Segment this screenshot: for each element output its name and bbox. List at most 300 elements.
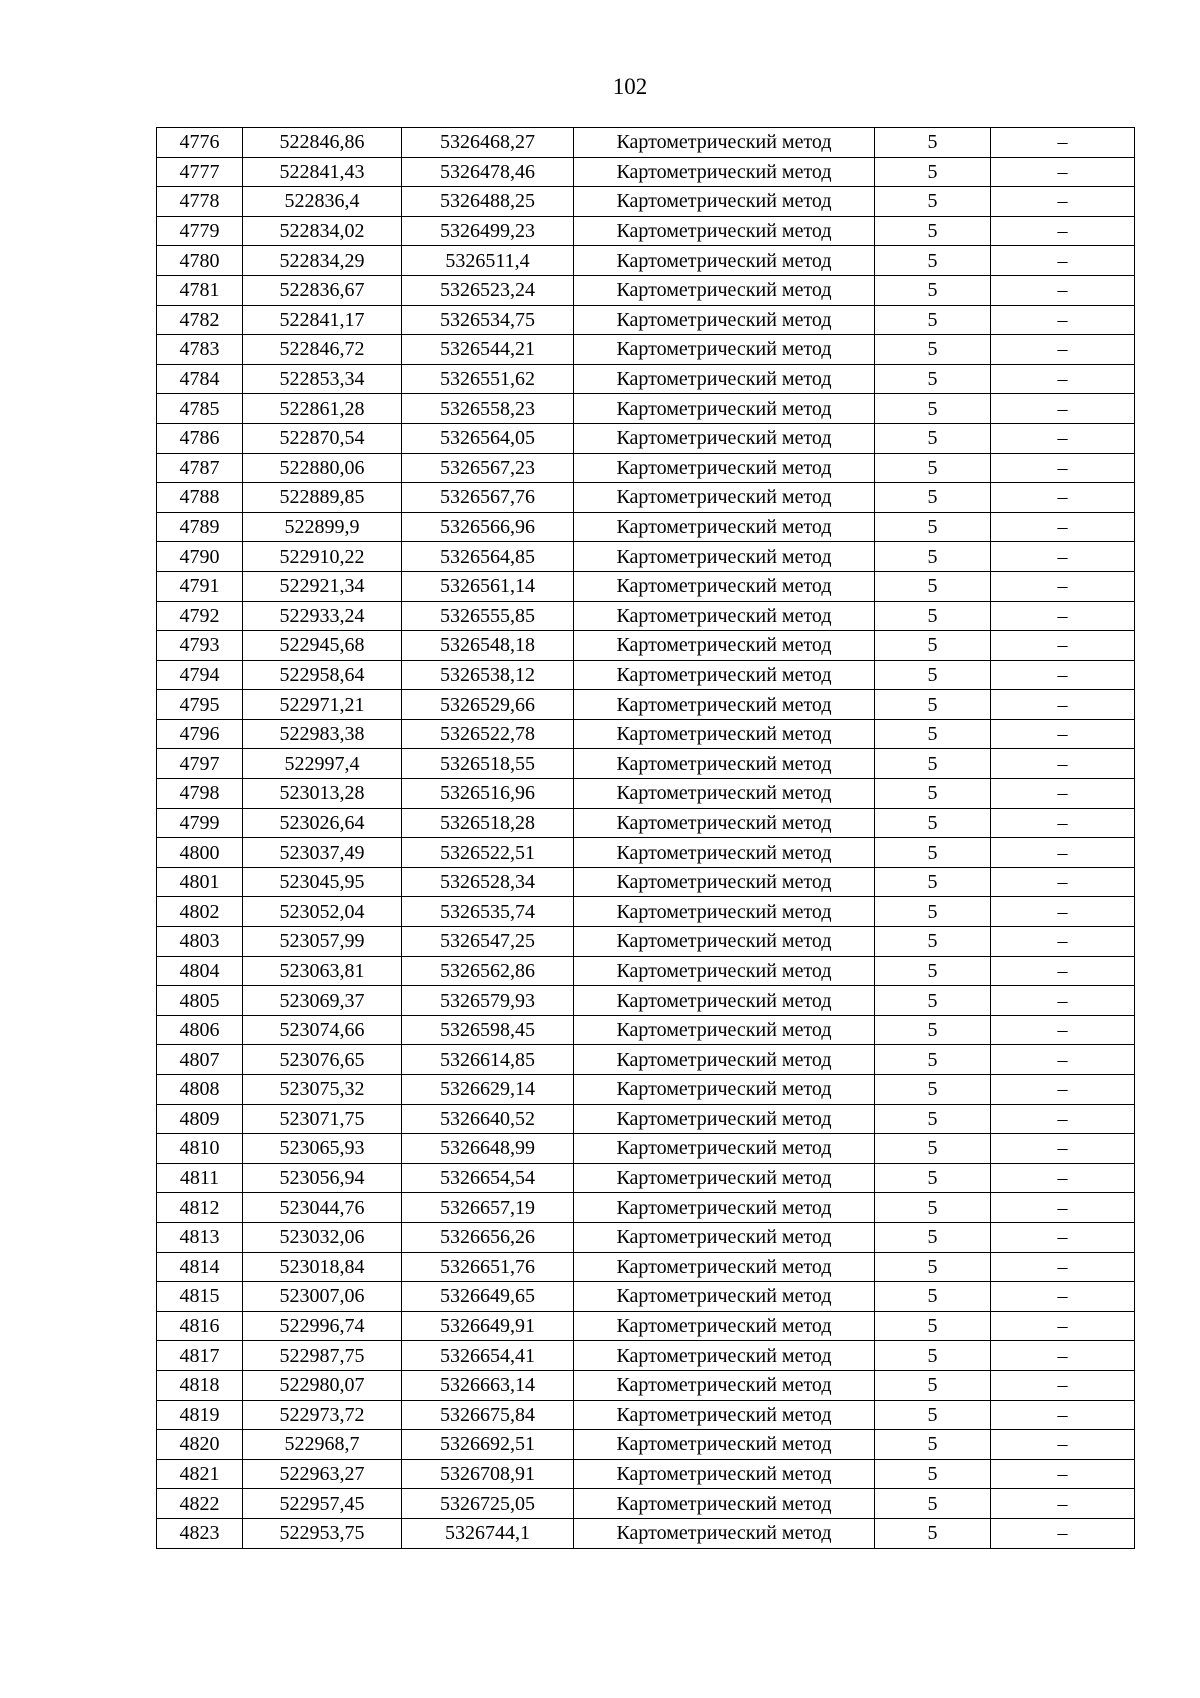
precision-cell: 5 [875, 1341, 991, 1371]
method-cell: Картометрический метод [574, 1252, 875, 1282]
point-number-cell: 4809 [157, 1104, 243, 1134]
precision-cell: 5 [875, 1163, 991, 1193]
method-cell: Картометрический метод [574, 1430, 875, 1460]
description-cell: – [991, 571, 1135, 601]
x-coordinate-cell: 522834,02 [243, 216, 402, 246]
precision-cell: 5 [875, 187, 991, 217]
precision-cell: 5 [875, 779, 991, 809]
description-cell: – [991, 838, 1135, 868]
table-row [157, 1489, 1135, 1519]
table-row [157, 601, 1135, 631]
y-coordinate-cell: 5326499,23 [402, 216, 574, 246]
x-coordinate-cell: 522945,68 [243, 631, 402, 661]
table-row [157, 660, 1135, 690]
method-cell: Картометрический метод [574, 897, 875, 927]
point-number-cell: 4811 [157, 1163, 243, 1193]
point-number-cell: 4795 [157, 690, 243, 720]
precision-cell: 5 [875, 749, 991, 779]
table-row [157, 1282, 1135, 1312]
method-cell: Картометрический метод [574, 1370, 875, 1400]
description-cell: – [991, 779, 1135, 809]
table-row [157, 305, 1135, 335]
method-cell: Картометрический метод [574, 542, 875, 572]
method-cell: Картометрический метод [574, 1193, 875, 1223]
point-number-cell: 4790 [157, 542, 243, 572]
y-coordinate-cell: 5326534,75 [402, 305, 574, 335]
description-cell: – [991, 927, 1135, 957]
y-coordinate-cell: 5326468,27 [402, 128, 574, 158]
precision-cell: 5 [875, 275, 991, 305]
y-coordinate-cell: 5326654,54 [402, 1163, 574, 1193]
method-cell: Картометрический метод [574, 1163, 875, 1193]
y-coordinate-cell: 5326548,18 [402, 631, 574, 661]
point-number-cell: 4797 [157, 749, 243, 779]
description-cell: – [991, 897, 1135, 927]
description-cell: – [991, 187, 1135, 217]
x-coordinate-cell: 522910,22 [243, 542, 402, 572]
point-number-cell: 4812 [157, 1193, 243, 1223]
method-cell: Картометрический метод [574, 275, 875, 305]
y-coordinate-cell: 5326708,91 [402, 1459, 574, 1489]
precision-cell: 5 [875, 927, 991, 957]
table-row [157, 216, 1135, 246]
point-number-cell: 4818 [157, 1370, 243, 1400]
precision-cell: 5 [875, 394, 991, 424]
x-coordinate-cell: 522996,74 [243, 1311, 402, 1341]
x-coordinate-cell: 523044,76 [243, 1193, 402, 1223]
description-cell: – [991, 1341, 1135, 1371]
table-row [157, 394, 1135, 424]
y-coordinate-cell: 5326640,52 [402, 1104, 574, 1134]
y-coordinate-cell: 5326598,45 [402, 1015, 574, 1045]
point-number-cell: 4793 [157, 631, 243, 661]
description-cell: – [991, 275, 1135, 305]
table-row [157, 128, 1135, 158]
precision-cell: 5 [875, 1370, 991, 1400]
table-row [157, 571, 1135, 601]
table-row [157, 749, 1135, 779]
precision-cell: 5 [875, 1134, 991, 1164]
table-row [157, 838, 1135, 868]
table-row [157, 956, 1135, 986]
y-coordinate-cell: 5326518,28 [402, 808, 574, 838]
y-coordinate-cell: 5326725,05 [402, 1489, 574, 1519]
x-coordinate-cell: 522870,54 [243, 423, 402, 453]
table-row [157, 1045, 1135, 1075]
method-cell: Картометрический метод [574, 838, 875, 868]
point-number-cell: 4791 [157, 571, 243, 601]
description-cell: – [991, 1163, 1135, 1193]
x-coordinate-cell: 522957,45 [243, 1489, 402, 1519]
point-number-cell: 4780 [157, 246, 243, 276]
description-cell: – [991, 364, 1135, 394]
table-row [157, 187, 1135, 217]
point-number-cell: 4802 [157, 897, 243, 927]
method-cell: Картометрический метод [574, 1104, 875, 1134]
table-row [157, 690, 1135, 720]
point-number-cell: 4808 [157, 1075, 243, 1105]
method-cell: Картометрический метод [574, 1045, 875, 1075]
method-cell: Картометрический метод [574, 1459, 875, 1489]
table-row [157, 423, 1135, 453]
table-row [157, 1222, 1135, 1252]
x-coordinate-cell: 522841,43 [243, 157, 402, 187]
description-cell: – [991, 749, 1135, 779]
point-number-cell: 4820 [157, 1430, 243, 1460]
x-coordinate-cell: 522899,9 [243, 512, 402, 542]
method-cell: Картометрический метод [574, 1518, 875, 1548]
precision-cell: 5 [875, 246, 991, 276]
precision-cell: 5 [875, 364, 991, 394]
y-coordinate-cell: 5326564,05 [402, 423, 574, 453]
y-coordinate-cell: 5326551,62 [402, 364, 574, 394]
description-cell: – [991, 1134, 1135, 1164]
coordinates-table [156, 127, 1135, 1549]
point-number-cell: 4799 [157, 808, 243, 838]
method-cell: Картометрический метод [574, 808, 875, 838]
precision-cell: 5 [875, 867, 991, 897]
description-cell: – [991, 512, 1135, 542]
point-number-cell: 4783 [157, 335, 243, 365]
x-coordinate-cell: 523065,93 [243, 1134, 402, 1164]
x-coordinate-cell: 522921,34 [243, 571, 402, 601]
x-coordinate-cell: 523057,99 [243, 927, 402, 957]
point-number-cell: 4788 [157, 483, 243, 513]
point-number-cell: 4823 [157, 1518, 243, 1548]
x-coordinate-cell: 522889,85 [243, 483, 402, 513]
table-row [157, 1430, 1135, 1460]
x-coordinate-cell: 522853,34 [243, 364, 402, 394]
table-row [157, 986, 1135, 1016]
table-row [157, 867, 1135, 897]
x-coordinate-cell: 522841,17 [243, 305, 402, 335]
description-cell: – [991, 335, 1135, 365]
x-coordinate-cell: 523074,66 [243, 1015, 402, 1045]
point-number-cell: 4794 [157, 660, 243, 690]
method-cell: Картометрический метод [574, 749, 875, 779]
y-coordinate-cell: 5326567,23 [402, 453, 574, 483]
description-cell: – [991, 631, 1135, 661]
description-cell: – [991, 1104, 1135, 1134]
x-coordinate-cell: 523076,65 [243, 1045, 402, 1075]
method-cell: Картометрический метод [574, 927, 875, 957]
description-cell: – [991, 956, 1135, 986]
y-coordinate-cell: 5326579,93 [402, 986, 574, 1016]
precision-cell: 5 [875, 1489, 991, 1519]
x-coordinate-cell: 522880,06 [243, 453, 402, 483]
method-cell: Картометрический метод [574, 1311, 875, 1341]
method-cell: Картометрический метод [574, 660, 875, 690]
precision-cell: 5 [875, 571, 991, 601]
point-number-cell: 4806 [157, 1015, 243, 1045]
point-number-cell: 4781 [157, 275, 243, 305]
precision-cell: 5 [875, 1193, 991, 1223]
x-coordinate-cell: 523018,84 [243, 1252, 402, 1282]
table-row [157, 335, 1135, 365]
description-cell: – [991, 246, 1135, 276]
table-row [157, 1311, 1135, 1341]
table-row [157, 631, 1135, 661]
y-coordinate-cell: 5326511,4 [402, 246, 574, 276]
method-cell: Картометрический метод [574, 690, 875, 720]
method-cell: Картометрический метод [574, 394, 875, 424]
point-number-cell: 4777 [157, 157, 243, 187]
x-coordinate-cell: 523037,49 [243, 838, 402, 868]
precision-cell: 5 [875, 512, 991, 542]
precision-cell: 5 [875, 1222, 991, 1252]
point-number-cell: 4787 [157, 453, 243, 483]
description-cell: – [991, 1489, 1135, 1519]
point-number-cell: 4798 [157, 779, 243, 809]
description-cell: – [991, 483, 1135, 513]
description-cell: – [991, 305, 1135, 335]
description-cell: – [991, 216, 1135, 246]
precision-cell: 5 [875, 1104, 991, 1134]
precision-cell: 5 [875, 956, 991, 986]
x-coordinate-cell: 523032,06 [243, 1222, 402, 1252]
y-coordinate-cell: 5326518,55 [402, 749, 574, 779]
method-cell: Картометрический метод [574, 483, 875, 513]
y-coordinate-cell: 5326561,14 [402, 571, 574, 601]
y-coordinate-cell: 5326516,96 [402, 779, 574, 809]
description-cell: – [991, 1045, 1135, 1075]
precision-cell: 5 [875, 1459, 991, 1489]
x-coordinate-cell: 522958,64 [243, 660, 402, 690]
description-cell: – [991, 1370, 1135, 1400]
method-cell: Картометрический метод [574, 631, 875, 661]
description-cell: – [991, 128, 1135, 158]
description-cell: – [991, 1015, 1135, 1045]
method-cell: Картометрический метод [574, 779, 875, 809]
y-coordinate-cell: 5326562,86 [402, 956, 574, 986]
description-cell: – [991, 690, 1135, 720]
x-coordinate-cell: 522968,7 [243, 1430, 402, 1460]
precision-cell: 5 [875, 631, 991, 661]
method-cell: Картометрический метод [574, 1075, 875, 1105]
y-coordinate-cell: 5326744,1 [402, 1518, 574, 1548]
point-number-cell: 4785 [157, 394, 243, 424]
method-cell: Картометрический метод [574, 956, 875, 986]
precision-cell: 5 [875, 1518, 991, 1548]
precision-cell: 5 [875, 1252, 991, 1282]
table-row [157, 1015, 1135, 1045]
table-row [157, 1400, 1135, 1430]
y-coordinate-cell: 5326555,85 [402, 601, 574, 631]
x-coordinate-cell: 522983,38 [243, 719, 402, 749]
x-coordinate-cell: 522846,72 [243, 335, 402, 365]
y-coordinate-cell: 5326522,78 [402, 719, 574, 749]
point-number-cell: 4807 [157, 1045, 243, 1075]
y-coordinate-cell: 5326523,24 [402, 275, 574, 305]
description-cell: – [991, 423, 1135, 453]
table-row [157, 1341, 1135, 1371]
method-cell: Картометрический метод [574, 867, 875, 897]
x-coordinate-cell: 522861,28 [243, 394, 402, 424]
description-cell: – [991, 1282, 1135, 1312]
table-row [157, 927, 1135, 957]
method-cell: Картометрический метод [574, 246, 875, 276]
x-coordinate-cell: 522933,24 [243, 601, 402, 631]
y-coordinate-cell: 5326529,66 [402, 690, 574, 720]
precision-cell: 5 [875, 1311, 991, 1341]
point-number-cell: 4801 [157, 867, 243, 897]
y-coordinate-cell: 5326488,25 [402, 187, 574, 217]
y-coordinate-cell: 5326528,34 [402, 867, 574, 897]
table-row [157, 512, 1135, 542]
precision-cell: 5 [875, 1282, 991, 1312]
method-cell: Картометрический метод [574, 364, 875, 394]
table-row [157, 1370, 1135, 1400]
description-cell: – [991, 157, 1135, 187]
table-row [157, 1193, 1135, 1223]
y-coordinate-cell: 5326566,96 [402, 512, 574, 542]
point-number-cell: 4813 [157, 1222, 243, 1252]
precision-cell: 5 [875, 1400, 991, 1430]
page-number: 102 [612, 74, 648, 99]
table-row [157, 453, 1135, 483]
y-coordinate-cell: 5326663,14 [402, 1370, 574, 1400]
point-number-cell: 4803 [157, 927, 243, 957]
point-number-cell: 4805 [157, 986, 243, 1016]
x-coordinate-cell: 522834,29 [243, 246, 402, 276]
y-coordinate-cell: 5326656,26 [402, 1222, 574, 1252]
precision-cell: 5 [875, 601, 991, 631]
description-cell: – [991, 986, 1135, 1016]
table-row [157, 1075, 1135, 1105]
table-row [157, 1163, 1135, 1193]
method-cell: Картометрический метод [574, 187, 875, 217]
description-cell: – [991, 1311, 1135, 1341]
precision-cell: 5 [875, 1430, 991, 1460]
point-number-cell: 4800 [157, 838, 243, 868]
x-coordinate-cell: 523069,37 [243, 986, 402, 1016]
table-row [157, 275, 1135, 305]
y-coordinate-cell: 5326648,99 [402, 1134, 574, 1164]
table-row [157, 808, 1135, 838]
point-number-cell: 4784 [157, 364, 243, 394]
method-cell: Картометрический метод [574, 453, 875, 483]
precision-cell: 5 [875, 838, 991, 868]
x-coordinate-cell: 523056,94 [243, 1163, 402, 1193]
method-cell: Картометрический метод [574, 335, 875, 365]
y-coordinate-cell: 5326544,21 [402, 335, 574, 365]
description-cell: – [991, 1222, 1135, 1252]
description-cell: – [991, 867, 1135, 897]
x-coordinate-cell: 522836,67 [243, 275, 402, 305]
x-coordinate-cell: 522846,86 [243, 128, 402, 158]
precision-cell: 5 [875, 483, 991, 513]
method-cell: Картометрический метод [574, 1489, 875, 1519]
method-cell: Картометрический метод [574, 719, 875, 749]
point-number-cell: 4782 [157, 305, 243, 335]
x-coordinate-cell: 523075,32 [243, 1075, 402, 1105]
point-number-cell: 4819 [157, 1400, 243, 1430]
table-row [157, 157, 1135, 187]
precision-cell: 5 [875, 335, 991, 365]
method-cell: Картометрический метод [574, 986, 875, 1016]
point-number-cell: 4810 [157, 1134, 243, 1164]
description-cell: – [991, 1518, 1135, 1548]
method-cell: Картометрический метод [574, 216, 875, 246]
x-coordinate-cell: 523052,04 [243, 897, 402, 927]
precision-cell: 5 [875, 719, 991, 749]
precision-cell: 5 [875, 660, 991, 690]
point-number-cell: 4814 [157, 1252, 243, 1282]
y-coordinate-cell: 5326535,74 [402, 897, 574, 927]
x-coordinate-cell: 522973,72 [243, 1400, 402, 1430]
y-coordinate-cell: 5326649,91 [402, 1311, 574, 1341]
description-cell: – [991, 1459, 1135, 1489]
point-number-cell: 4792 [157, 601, 243, 631]
y-coordinate-cell: 5326538,12 [402, 660, 574, 690]
description-cell: – [991, 808, 1135, 838]
precision-cell: 5 [875, 157, 991, 187]
precision-cell: 5 [875, 216, 991, 246]
method-cell: Картометрический метод [574, 1341, 875, 1371]
point-number-cell: 4779 [157, 216, 243, 246]
y-coordinate-cell: 5326629,14 [402, 1075, 574, 1105]
method-cell: Картометрический метод [574, 128, 875, 158]
y-coordinate-cell: 5326478,46 [402, 157, 574, 187]
coordinates-table-body [157, 128, 1135, 1549]
table-row [157, 779, 1135, 809]
description-cell: – [991, 1252, 1135, 1282]
table-row [157, 719, 1135, 749]
method-cell: Картометрический метод [574, 305, 875, 335]
precision-cell: 5 [875, 1045, 991, 1075]
description-cell: – [991, 1400, 1135, 1430]
method-cell: Картометрический метод [574, 601, 875, 631]
table-row [157, 542, 1135, 572]
point-number-cell: 4778 [157, 187, 243, 217]
y-coordinate-cell: 5326692,51 [402, 1430, 574, 1460]
precision-cell: 5 [875, 986, 991, 1016]
method-cell: Картометрический метод [574, 157, 875, 187]
x-coordinate-cell: 522987,75 [243, 1341, 402, 1371]
description-cell: – [991, 542, 1135, 572]
precision-cell: 5 [875, 808, 991, 838]
method-cell: Картометрический метод [574, 512, 875, 542]
method-cell: Картометрический метод [574, 1134, 875, 1164]
point-number-cell: 4804 [157, 956, 243, 986]
x-coordinate-cell: 522963,27 [243, 1459, 402, 1489]
table-row [157, 1104, 1135, 1134]
precision-cell: 5 [875, 542, 991, 572]
point-number-cell: 4821 [157, 1459, 243, 1489]
point-number-cell: 4815 [157, 1282, 243, 1312]
precision-cell: 5 [875, 690, 991, 720]
description-cell: – [991, 660, 1135, 690]
precision-cell: 5 [875, 305, 991, 335]
table-row [157, 1518, 1135, 1548]
method-cell: Картометрический метод [574, 1222, 875, 1252]
precision-cell: 5 [875, 128, 991, 158]
y-coordinate-cell: 5326567,76 [402, 483, 574, 513]
x-coordinate-cell: 522980,07 [243, 1370, 402, 1400]
method-cell: Картометрический метод [574, 423, 875, 453]
precision-cell: 5 [875, 423, 991, 453]
point-number-cell: 4816 [157, 1311, 243, 1341]
precision-cell: 5 [875, 1015, 991, 1045]
x-coordinate-cell: 523013,28 [243, 779, 402, 809]
description-cell: – [991, 1075, 1135, 1105]
precision-cell: 5 [875, 453, 991, 483]
x-coordinate-cell: 522836,4 [243, 187, 402, 217]
description-cell: – [991, 453, 1135, 483]
method-cell: Картометрический метод [574, 1282, 875, 1312]
table-row [157, 897, 1135, 927]
table-row [157, 483, 1135, 513]
